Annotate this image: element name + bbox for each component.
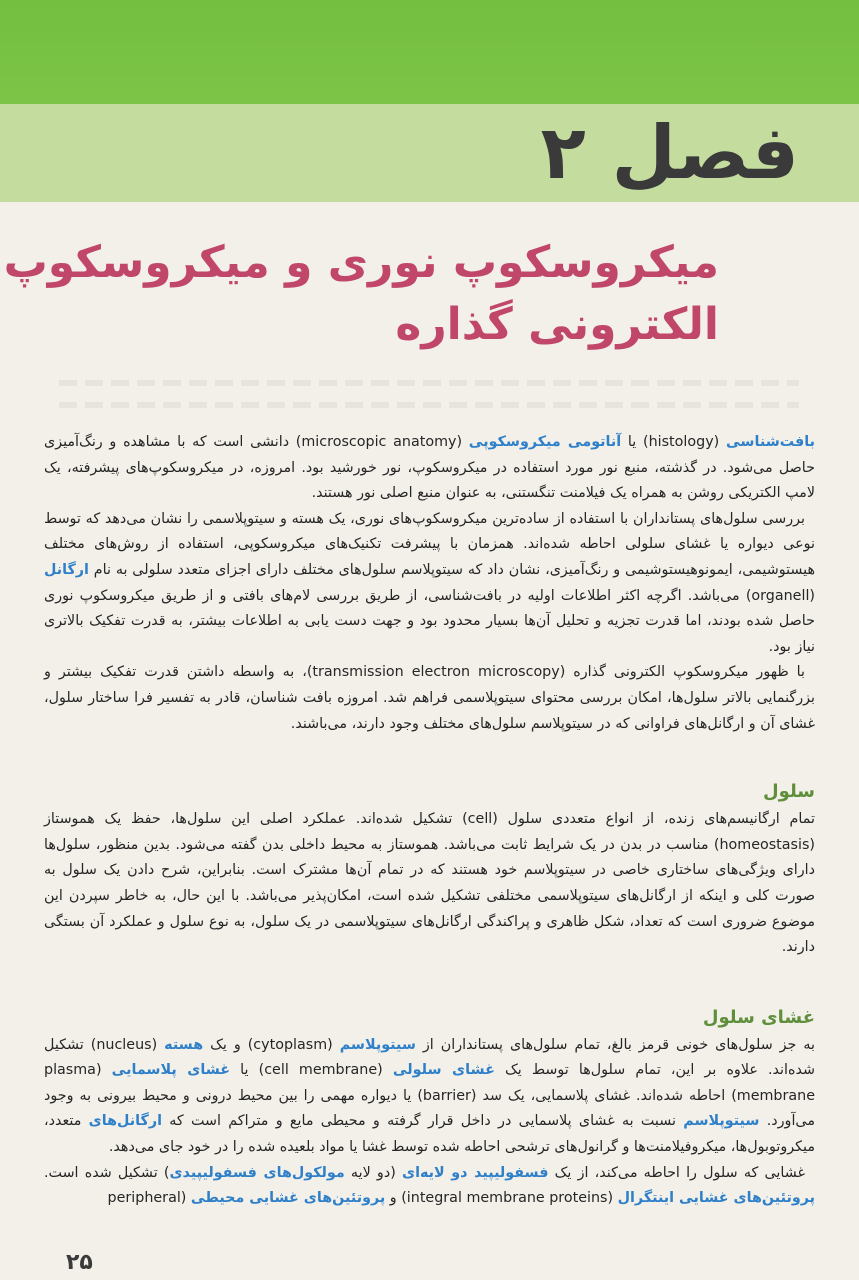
chapter-label: فصل ۲ [540,110,799,196]
text-run: (organell) می‌باشد. اگرچه اکثر اطلاعات اولیه در بافت‌شناسی، از طریق بررسی لام‌های بافتی و از طریق میکروسکوپ نوری حاصل شده بودند، اما قدرت تجزیه و تحلیل آن‌ها بسیار محدود بود و جهت دست یابی به اطلاعات بیشتر، به قدرت تفکیک بالاتری نیاز بود. [44,587,815,655]
term-peripheral-membrane-proteins: پروتئین‌های غشایی محیطی [190,1190,386,1207]
intro-paragraph-1 [44,430,815,507]
term-phospholipid-bilayer: فسفولیپید دو لایه‌ای [401,1164,549,1181]
cell-paragraph-1: تمام ارگانیسم‌های زنده، از انواع متعددی سلول (cell) تشکیل شده‌اند. عملکرد اصلی این سلول‌ها، حفظ یک هموستاز (homeostasis) مناسب در بدن در یک شرایط ثابت می‌باشد. هموستاز به محیط داخلی بدن گفته می‌شود. بدین منظور، سلول‌ها دارای ویژگی‌های ساختاری خاصی در سیتوپلاسم خود هستند که در تمام آن‌ها مشترک است. بنابراین، شرح دادن یک سلول به صورت کلی و اینکه از ارگانل‌های سیتوپلاسمی مختلفی تشکیل شده است، امکان‌پذیر می‌باشد. با این حال، به خاطر سپردن این موضوع ضروری است که تعداد، شکل ظاهری و پراکندگی ارگانل‌های سیتوپلاسمی در یک سلول، به نوع سلول و عملکرد آن بستگی دارند. [44,811,816,956]
section-heading-cell-membrane: غشای سلول [702,1006,815,1028]
text-run: متعدد، میکروتوبول‌ها، میکروفیلامنت‌ها و گرانول‌های ترشحی احاطه شده توسط غشا یا مواد بلعیده شده را در خود جای می‌دهد. [44,1113,815,1156]
term-nucleus: هسته [164,1036,204,1053]
text-run: (cytoplasm) و یک [203,1036,340,1053]
intro-paragraph-2 [44,507,815,661]
term-organelles: ارگانل‌های [88,1113,162,1130]
membrane-paragraph-2 [44,1161,815,1212]
text-run: به جز سلول‌های خونی قرمز بالغ، تمام سلول‌های پستانداران از [415,1036,816,1053]
top-color-band [0,0,859,104]
chapter-title-line1: میکروسکوپ نوری و میکروسکوپ [3,237,719,288]
text-run: (peripheral [107,1190,191,1207]
text-run: (histology) یا [621,434,726,450]
text-run: (microscopic anatomy) دانشی است که با مشاهده و رنگ‌آمیزی حاصل می‌شود. در گذشته، منبع نور مورد استفاده در میکروسکوپ، نور خورشید بود. امروزه، در میکروسکوپ‌های پیشرفته، یک لامپ الکتریکی روشن به همراه یک فیلامنت تنگستنی، به عنوان منبع اصلی نور هستند. [44,434,815,502]
text-run: (nucleus) تشکیل شده‌اند. علاوه بر این، تمام سلول‌ها توسط یک [44,1036,815,1079]
term-phospholipid-molecules: مولکول‌های فسفولیپیدی [169,1164,345,1181]
intro-paragraph-3: با ظهور میکروسکوپ الکترونی گذاره (transmission electron microscopy)، به واسطه داشتن قدرت تفکیک بیشتر و بزرگنمایی بالاتر سلول‌ها، امکان بررسی محتوای سیتوپلاسمی فراهم شد. امروزه بافت شناسان، قادر به تفسیر فرا ساختار سلول، غشای آن و ارگانل‌های فراوانی که در سیتوپلاسم سلول‌های مختلف وجود دارند، می‌باشند. [44,664,815,732]
bleed-through-line [59,402,799,408]
text-run: (cell membrane) یا [230,1062,393,1079]
chapter-title-block [3,232,719,356]
text-run: (integral membrane proteins) و [385,1190,618,1207]
term-integral-membrane-proteins: پروتئین‌های غشایی اینتگرال [617,1190,815,1207]
bleed-through-line [59,380,799,386]
page-number: ۲۵ [66,1250,93,1275]
term-histology: بافت‌شناسی [725,434,815,450]
section-heading-cell: سلول [763,781,815,803]
page-body [44,430,815,1212]
text-run: (دو لایه [344,1164,402,1181]
text-run: بررسی سلول‌های پستانداران با استفاده از ساده‌ترین میکروسکوپ‌های نوری، یک هسته و سیتوپلاسمی را نشان می‌دهد که توسط نوعی دیواره یا غشای سلولی احاطه شده‌اند. همزمان با پیشرفت تکنیک‌های میکروسکوپی، استفاده از روش‌های مختلف هیستوشیمی، ایمونوهیستوشیمی و رنگ‌آمیزی، نشان داد که سیتوپلاسم سلول‌های مختلف دارای اجزای متعدد سلولی به نام [44,510,815,578]
term-microscopic-anatomy: آناتومی میکروسکوپی [468,434,622,450]
chapter-title-line2: الکترونی گذاره [395,299,719,350]
text-run: نسبت به غشای پلاسمایی در داخل قرار گرفته و محیطی مایع و متراکم است که [161,1113,684,1130]
text-run: ) تشکیل شده است. [44,1164,170,1181]
term-organelle: ارگانل [44,561,89,578]
term-cytoplasm: سیتوپلاسم [339,1036,416,1053]
membrane-paragraph-1 [44,1033,815,1161]
term-cytoplasm-2: سیتوپلاسم [683,1113,760,1130]
term-cell-membrane: غشای سلولی [392,1062,495,1079]
text-run: غشایی که سلول را احاطه می‌کند، از یک [548,1164,805,1181]
text-run: (plasma membrane) احاطه شده‌اند. غشای پلاسمایی، یک سد (barrier) یا دیواره مهمی را بین محیط درونی و محیط بیرونی به وجود می‌آورد. [44,1062,816,1130]
term-plasma-membrane: غشای پلاسمایی [111,1062,231,1079]
